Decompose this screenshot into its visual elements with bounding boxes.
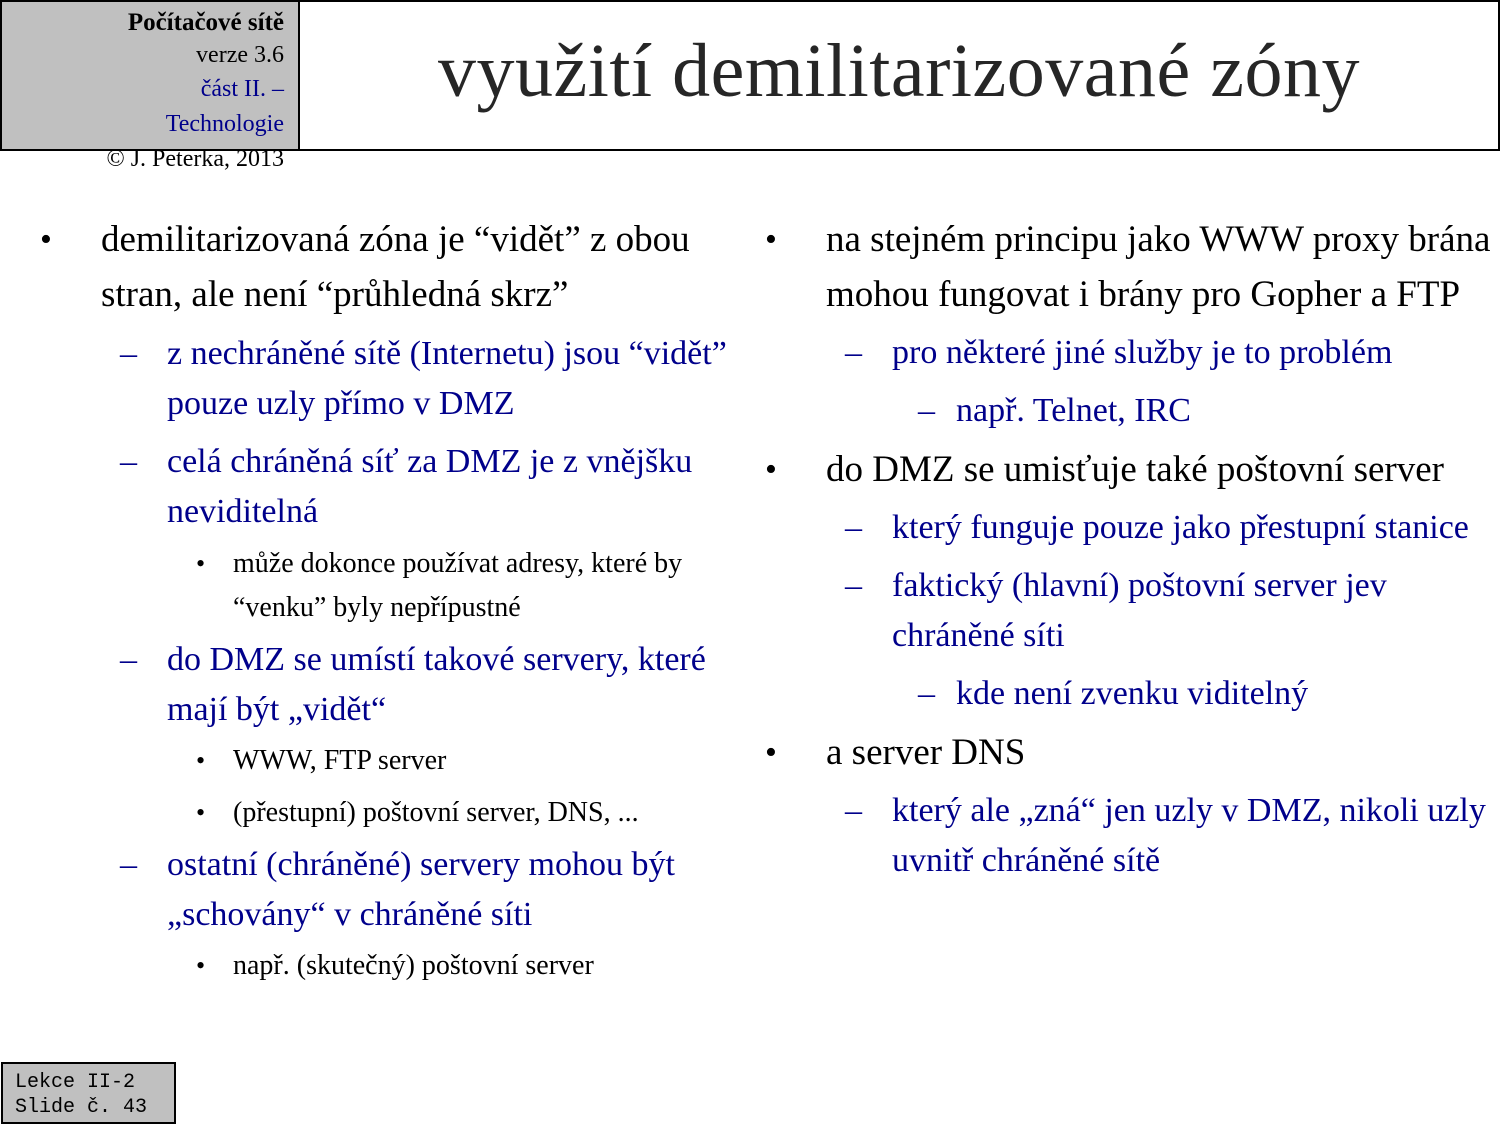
list-item-text: který ale „zná“ jen uzly v DMZ, nikoli uzly uvnitř chráněné sítě (892, 792, 1486, 879)
lecture-label: Lekce II-2 (15, 1071, 136, 1094)
dash-marker: – (918, 392, 935, 429)
dash-marker: – (120, 641, 137, 678)
list-item-text: na stejném principu jako WWW proxy brána mohou fungovat i brány pro Gopher a FTP (826, 219, 1491, 315)
part-label: část II. – Technologie (165, 76, 284, 137)
slide-label: Slide č. 43 (15, 1096, 148, 1119)
list-item-text: z nechráněné sítě (Internetu) jsou “vidět” pouze uzly přímo v DMZ (167, 335, 727, 422)
list-item (765, 386, 1495, 436)
list-item (40, 329, 760, 429)
list-item-text: např. Telnet, IRC (956, 392, 1191, 429)
dash-marker: – (845, 792, 862, 829)
right-column (765, 212, 1495, 886)
dash-marker: – (845, 334, 862, 371)
course-name: Počítačové sítě (127, 9, 284, 36)
list-item (765, 786, 1495, 886)
bullet-marker: • (765, 451, 777, 488)
slide-number-box (1, 1062, 176, 1124)
list-item-text: do DMZ se umisťuje také poštovní server (826, 449, 1444, 490)
bullet-marker: • (40, 221, 52, 258)
version-label: verze 3.6 (196, 42, 284, 68)
list-item-text: do DMZ se umístí takové servery, které mají být „vidět“ (167, 641, 706, 728)
bullet-marker: • (196, 746, 206, 775)
list-item-text: může dokonce používat adresy, které by “venku” byly nepřípustné (233, 548, 683, 623)
bullet-marker: • (765, 221, 777, 258)
list-item-text: celá chráněná síť za DMZ je z vnějšku neviditelná (167, 443, 693, 530)
list-item-text: demilitarizovaná zóna je “vidět” z obou stran, ale není “průhledná skrz” (101, 219, 690, 315)
course-info-box (0, 0, 300, 172)
bullet-marker: • (196, 951, 206, 980)
list-item (765, 328, 1495, 378)
title-bar (298, 0, 1500, 151)
bullet-marker: • (765, 734, 777, 771)
list-item-text: např. (skutečný) poštovní server (233, 950, 594, 981)
list-item (765, 669, 1495, 719)
dash-marker: – (120, 443, 137, 480)
list-item (40, 944, 760, 988)
list-item-text: a server DNS (826, 732, 1026, 773)
list-item (765, 442, 1495, 497)
list-item-text: kde není zvenku viditelný (956, 675, 1309, 712)
list-item-text: faktický (hlavní) poštovní server jev chráněné síti (892, 567, 1387, 654)
dash-marker: – (918, 675, 935, 712)
slide-title: využití demilitarizované zóny (438, 29, 1360, 113)
list-item (40, 840, 760, 940)
bullet-marker: • (196, 549, 206, 578)
list-item-text: který funguje pouze jako přestupní stanice (892, 509, 1469, 546)
dash-marker: – (845, 567, 862, 604)
list-item (40, 542, 760, 630)
list-item-text: pro některé jiné služby je to problém (892, 334, 1393, 371)
list-item (40, 635, 760, 735)
list-item (40, 212, 760, 322)
left-column (40, 212, 760, 988)
list-item (765, 725, 1495, 780)
dash-marker: – (120, 335, 137, 372)
copyright-label: © J. Peterka, 2013 (106, 146, 284, 172)
list-item-text: WWW, FTP server (233, 745, 447, 776)
dash-marker: – (845, 509, 862, 546)
bullet-marker: • (196, 798, 206, 827)
list-item (765, 212, 1495, 322)
list-item (40, 739, 760, 783)
dash-marker: – (120, 846, 137, 883)
list-item (765, 561, 1495, 661)
list-item-text: ostatní (chráněné) servery mohou být „schovány“ v chráněné síti (167, 846, 675, 933)
list-item (40, 437, 760, 537)
list-item (765, 503, 1495, 553)
list-item (40, 791, 760, 835)
list-item-text: (přestupní) poštovní server, DNS, ... (233, 797, 639, 828)
